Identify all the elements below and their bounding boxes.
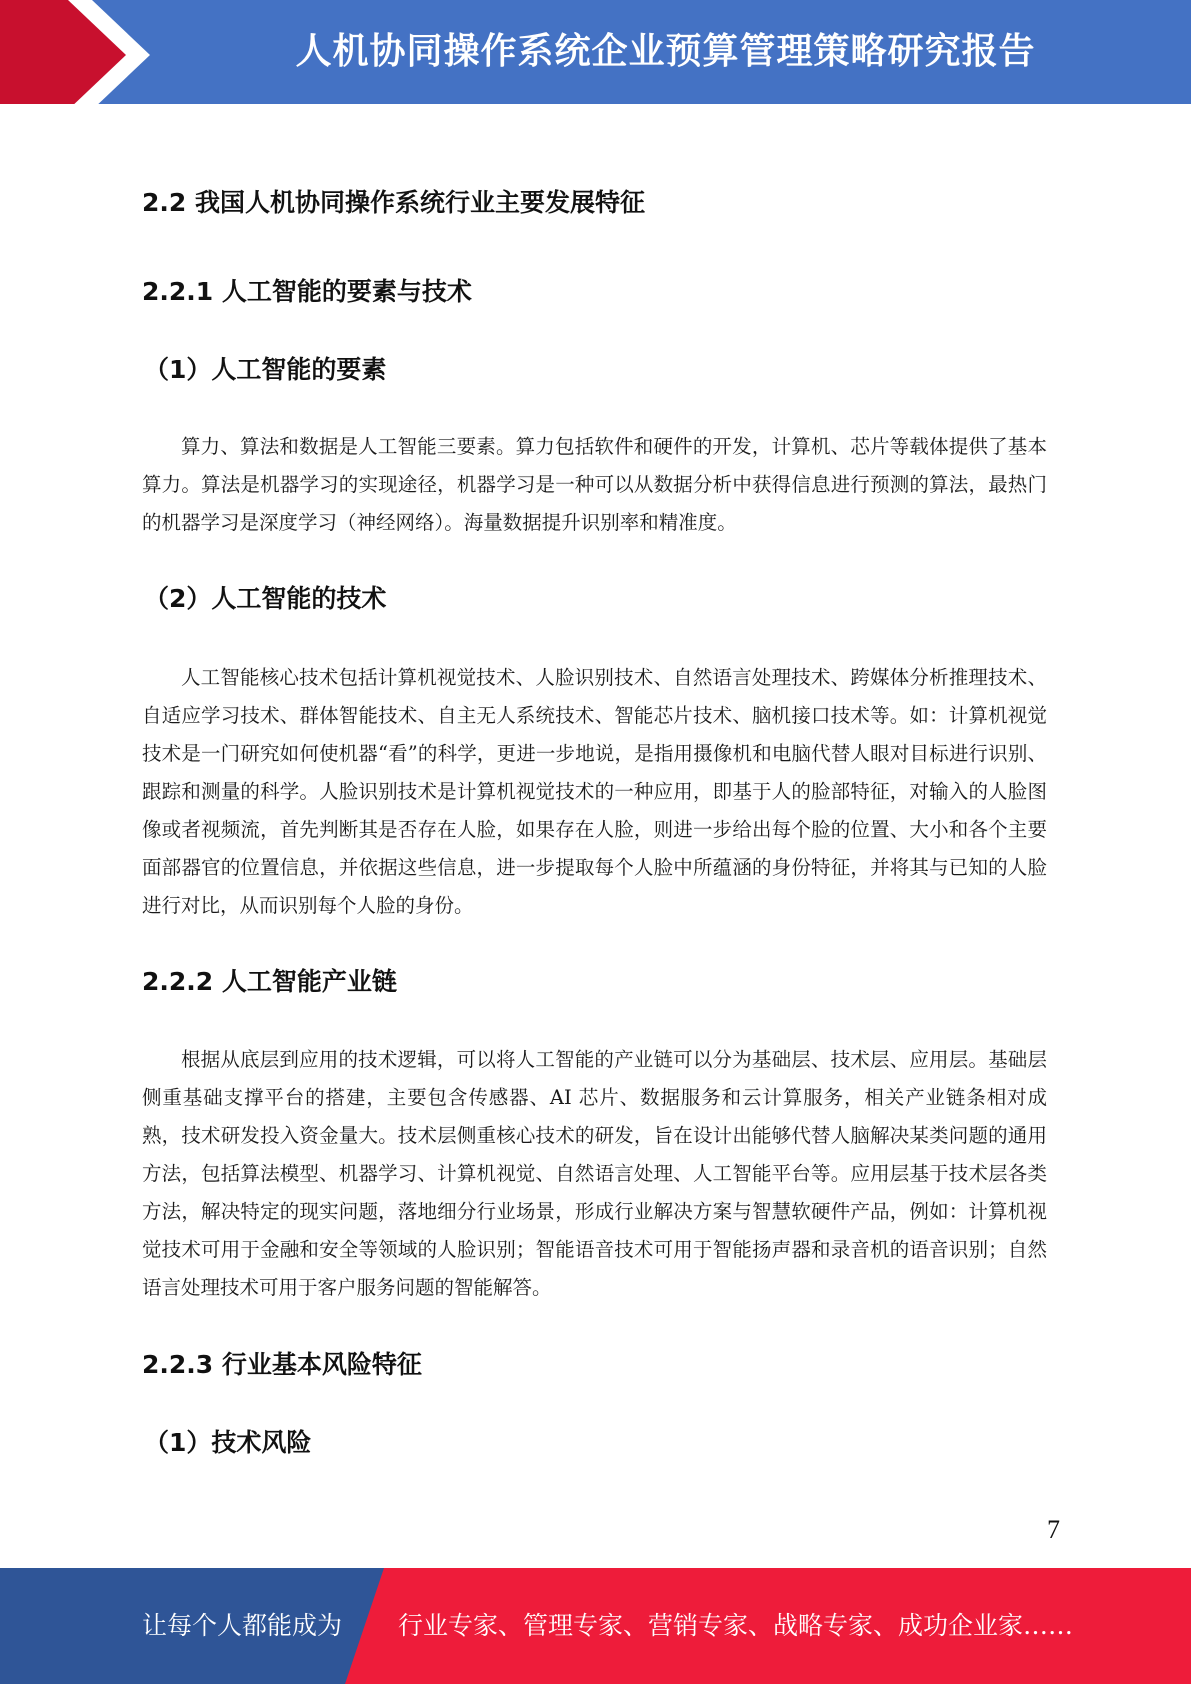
- page-footer: [0, 1568, 1191, 1684]
- paragraph-ai-elements: 算力、算法和数据是人工智能三要素。算力包括软件和硬件的开发，计算机、芯片等载体提供了基本算力。算法是机器学习的实现途径，机器学习是一种可以从数据分析中获得信息进行预测的算法，最热门的机器学习是深度学习（神经网络）。海量数据提升识别率和精准度。: [142, 435, 1047, 534]
- page-number: 7: [1047, 1515, 1060, 1544]
- paragraph-ai-industry-chain: 根据从底层到应用的技术逻辑，可以将人工智能的产业链可以分为基础层、技术层、应用层。基础层侧重基础支撑平台的搭建，主要包含传感器、AI 芯片、数据服务和云计算服务，相关产业链条相对成熟，技术研发投入资金量大。技术层侧重核心技术的研发，旨在设计出能够代替人脑解决某类问题的通用方法，包括算法模型、机器学习、计算机视觉、自然语言处理、人工智能平台等。应用层基于技术层各类方法，解决特定的现实问题，落地细分行业场景，形成行业解决方案与智慧软硬件产品，例如：计算机视觉技术可用于金融和安全等领域的人脸识别；智能语音技术可用于智能扬声器和录音机的语音识别；自然语言处理技术可用于客户服务问题的智能解答。: [142, 1048, 1047, 1299]
- section-heading-2-2-1: 2.2.1 人工智能的要素与技术: [142, 277, 472, 306]
- page-header: [0, 0, 1191, 110]
- section-heading-2-2: 2.2 我国人机协同操作系统行业主要发展特征: [142, 188, 645, 217]
- report-title: 人机协同操作系统企业预算管理策略研究报告: [295, 31, 1036, 72]
- section-heading-2-2-3: 2.2.3 行业基本风险特征: [142, 1350, 422, 1379]
- section-heading-2-2-2: 2.2.2 人工智能产业链: [142, 967, 397, 996]
- subheading-ai-technology: （2）人工智能的技术: [144, 584, 387, 613]
- subheading-ai-elements: （1）人工智能的要素: [144, 355, 387, 384]
- subheading-technical-risk: （1）技术风险: [144, 1428, 312, 1457]
- footer-slogan-right: 行业专家、管理专家、营销专家、战略专家、成功企业家……: [398, 1611, 1074, 1640]
- paragraph-ai-technology: 人工智能核心技术包括计算机视觉技术、人脸识别技术、自然语言处理技术、跨媒体分析推理技术、自适应学习技术、群体智能技术、自主无人系统技术、智能芯片技术、脑机接口技术等。如：计算机视觉技术是一门研究如何使机器“看”的科学，更进一步地说，是指用摄像机和电脑代替人眼对目标进行识别、跟踪和测量的科学。人脸识别技术是计算机视觉技术的一种应用，即基于人的脸部特征，对输入的人脸图像或者视频流，首先判断其是否存在人脸，如果存在人脸，则进一步给出每个脸的位置、大小和各个主要面部器官的位置信息，并依据这些信息，进一步提取每个人脸中所蕴涵的身份特征，并将其与已知的人脸进行对比，从而识别每个人脸的身份。: [142, 666, 1047, 917]
- footer-slogan-left: 让每个人都能成为: [142, 1611, 343, 1640]
